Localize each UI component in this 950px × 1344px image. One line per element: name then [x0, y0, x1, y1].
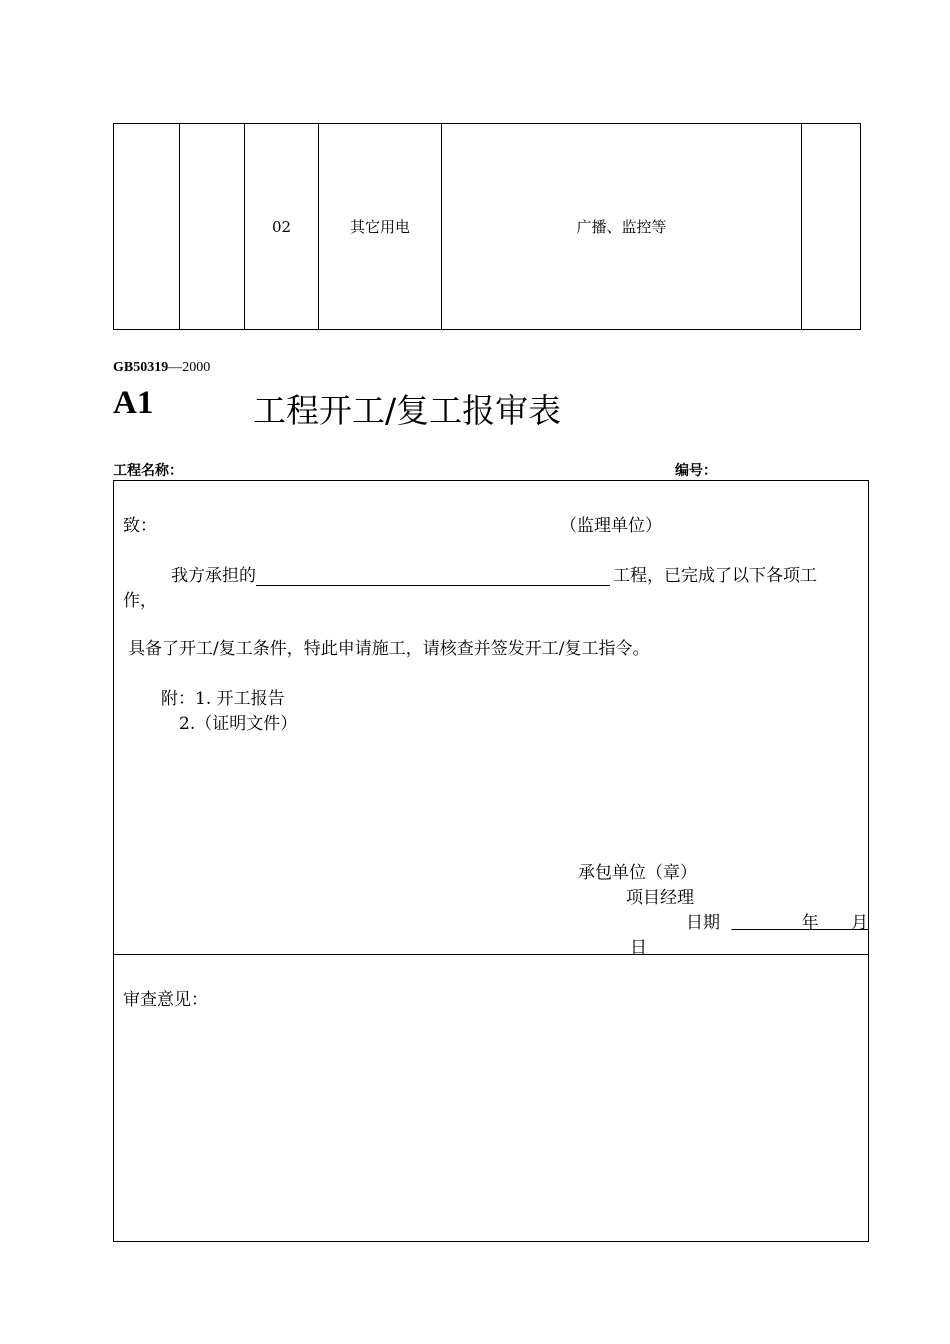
year-field	[731, 913, 868, 933]
table-cell	[114, 124, 180, 330]
paragraph-1	[171, 561, 817, 586]
manager-label: 项目经理	[626, 888, 694, 908]
top-table	[113, 123, 861, 330]
to-label: 致：	[123, 516, 157, 536]
standard-code-text: GB50319	[113, 360, 169, 375]
para1-suffix: 工程，已完成了以下各项工	[613, 566, 817, 586]
para1-prefix: 我方承担的	[171, 566, 256, 586]
form-code: A1	[113, 385, 154, 421]
table-row	[114, 124, 861, 330]
table-cell-code: 02	[245, 124, 319, 330]
date-line	[686, 908, 868, 933]
contractor-label: 承包单位（章）	[578, 863, 697, 883]
paragraph-2: 具备了开工/复工条件，特此申请施工，请核查并签发开工/复工指令。	[128, 639, 650, 659]
attachment-2: 2.（证明文件）	[179, 714, 298, 734]
table-cell	[180, 124, 245, 330]
project-name-label: 工程名称：	[113, 463, 183, 479]
supervisor-label: （监理单位）	[560, 516, 662, 536]
day-label: 日	[630, 938, 647, 958]
standard-code	[113, 360, 210, 376]
attachment-1: 附：1. 开工报告	[161, 689, 285, 709]
table-cell	[802, 124, 861, 330]
section-divider	[114, 954, 868, 955]
date-label: 日期	[686, 913, 720, 933]
page-title: 工程开工/复工报审表	[253, 391, 562, 430]
review-label: 审查意见：	[123, 990, 208, 1010]
month-label: 月	[851, 913, 869, 933]
standard-year: —2000	[168, 360, 211, 375]
project-blank-field[interactable]	[256, 568, 610, 586]
application-form	[113, 480, 869, 1242]
paragraph-1-wrap: 作，	[123, 591, 157, 611]
number-label: 编号：	[675, 463, 717, 479]
table-cell-item: 其它用电	[319, 124, 442, 330]
table-cell-content: 广播、监控等	[442, 124, 802, 330]
year-label: 年	[801, 913, 819, 933]
